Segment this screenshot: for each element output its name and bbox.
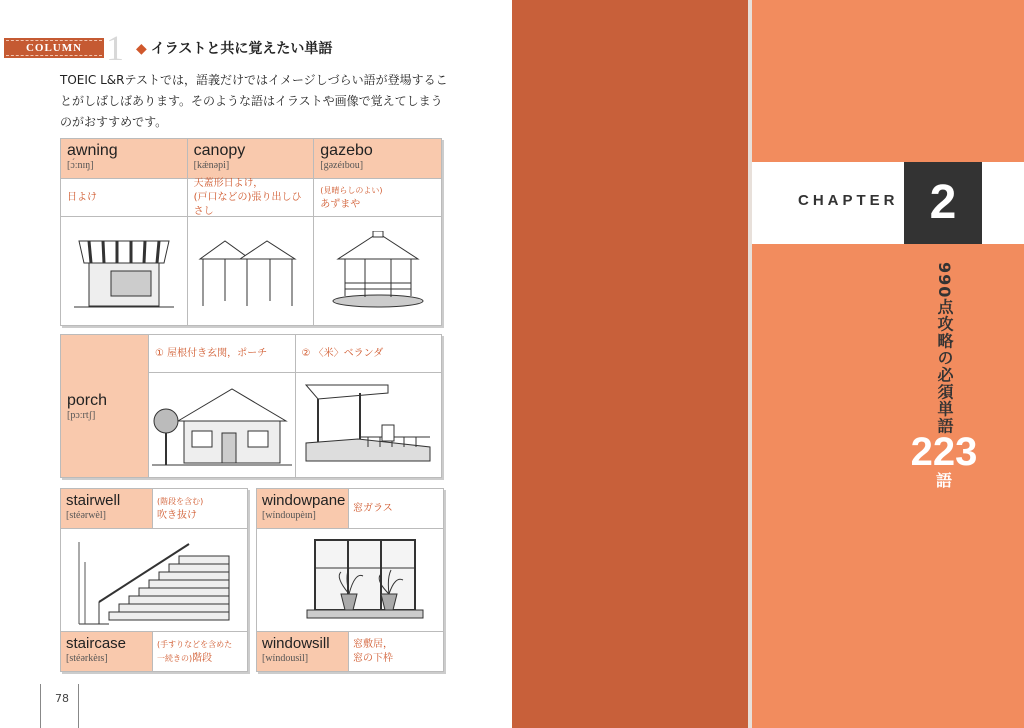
vocab-head: [61, 139, 187, 179]
vocab-head: [257, 489, 349, 528]
windowpane-row: [257, 489, 443, 529]
vocab-pronunciation: [ɔ́ːnɪŋ]: [67, 160, 94, 171]
vocab-meaning: [153, 632, 247, 671]
chapter-word-count-unit: 語: [935, 471, 952, 490]
meaning-text: 窓ガラス: [353, 502, 393, 514]
chapter-dark-panel: [512, 0, 748, 728]
vocab-pronunciation: [pɔːrtʃ]: [67, 409, 96, 421]
canopy-illustration: [188, 217, 314, 325]
vocab-grid-porch: [60, 334, 442, 478]
vocab-head: [61, 489, 153, 528]
vocab-word: staircase: [66, 635, 127, 652]
chapter-word-count: 223: [910, 430, 978, 474]
vocab-word: canopy: [193, 142, 246, 159]
meaning-text: 日よけ: [67, 191, 97, 203]
meaning-small: (見晴らしのよい): [320, 185, 383, 195]
meaning-text: 吹き抜け: [157, 509, 197, 521]
meaning-text: 天蓋形日よけ，: [193, 177, 264, 189]
vocab-word: stairwell: [66, 492, 121, 509]
porch-head: [61, 335, 149, 477]
awning-illustration: [61, 217, 187, 325]
vocab-meaning: [149, 335, 295, 373]
page-divider-right: [78, 684, 79, 728]
vocab-cell-awning: [61, 139, 188, 325]
chapter-number: 2: [904, 162, 982, 244]
diamond-icon: ◆: [136, 41, 147, 57]
column-title-text: イラストと共に覚えたい単語: [150, 41, 333, 57]
stairs-illustration: [61, 529, 247, 631]
vocab-meaning: [349, 632, 443, 671]
vocab-head: [314, 139, 441, 179]
vocab-meaning: [61, 179, 187, 217]
vocab-meaning: [314, 179, 441, 217]
intro-text: TOEIC L&Rテストでは，語義だけではイメージしづらい語が登場することがしばしばあります。そのような語はイラストや画像で覚えてしまうのがおすすめです。: [60, 73, 448, 129]
windowsill-row: [257, 631, 443, 671]
vocab-box-stairs: [60, 488, 248, 672]
vocab-word: windowsill: [262, 635, 330, 652]
vocab-meaning: [296, 335, 442, 373]
column-title: [136, 38, 332, 58]
page-divider-left: [40, 684, 41, 728]
vocab-head: [188, 139, 314, 179]
vocab-word: gazebo: [320, 142, 373, 159]
vocab-cell-canopy: [188, 139, 315, 325]
staircase-row: [61, 631, 247, 671]
chapter-title: 990点攻略の必須単語: [935, 262, 954, 435]
vocab-pronunciation: [kǽnəpi]: [193, 160, 230, 171]
veranda-illustration: [296, 373, 442, 477]
meaning-text: ② 〈米〉ベランダ: [301, 347, 384, 359]
vocab-word: porch: [67, 391, 108, 409]
stairwell-row: [61, 489, 247, 529]
vocab-box-window: [256, 488, 444, 672]
vocab-pronunciation: [wíndousìl]: [262, 653, 309, 664]
porch-sense-2: [296, 335, 442, 477]
vocab-meaning: [349, 489, 443, 528]
meaning-text: あずまや: [320, 198, 361, 210]
vocab-pronunciation: [stéərwèl]: [66, 510, 106, 521]
porch-house-illustration: [149, 373, 295, 477]
column-tag: COLUMN: [4, 38, 104, 58]
vocab-head: [61, 632, 153, 671]
meaning-small: (手すりなどを含めた: [157, 639, 233, 649]
vocab-meaning: [188, 179, 314, 217]
meaning-text: 窓敷居，: [353, 638, 393, 650]
vocab-cell-gazebo: [314, 139, 441, 325]
window-illustration: [257, 529, 443, 631]
porch-sense-1: [149, 335, 296, 477]
vocab-pronunciation: [wíndoupèɪn]: [262, 510, 316, 521]
meaning-small: (階段を含む): [157, 496, 204, 506]
meaning-text: 階段: [192, 652, 213, 664]
vocab-meaning: [153, 489, 247, 528]
chapter-label: CHAPTER: [798, 192, 899, 209]
meaning-text-2: 窓の下枠: [353, 652, 393, 664]
vocab-pronunciation: [gəzéɪbou]: [320, 160, 364, 171]
vocab-word: awning: [67, 142, 118, 159]
page-number: 78: [55, 692, 69, 705]
vocab-head: [257, 632, 349, 671]
meaning-small-2: 一続きの): [157, 653, 193, 663]
chapter-light-panel: [752, 0, 1024, 728]
vocab-pronunciation: [stéərkèɪs]: [66, 653, 108, 664]
column-number: 1: [106, 28, 124, 68]
vocab-word: windowpane: [262, 492, 346, 509]
meaning-text: ① 屋根付き玄関，ポーチ: [155, 347, 268, 359]
gazebo-illustration: [314, 217, 441, 325]
vocab-grid-top: [60, 138, 442, 326]
meaning-text-2: (戸口などの)張り出しひさし: [193, 191, 302, 217]
